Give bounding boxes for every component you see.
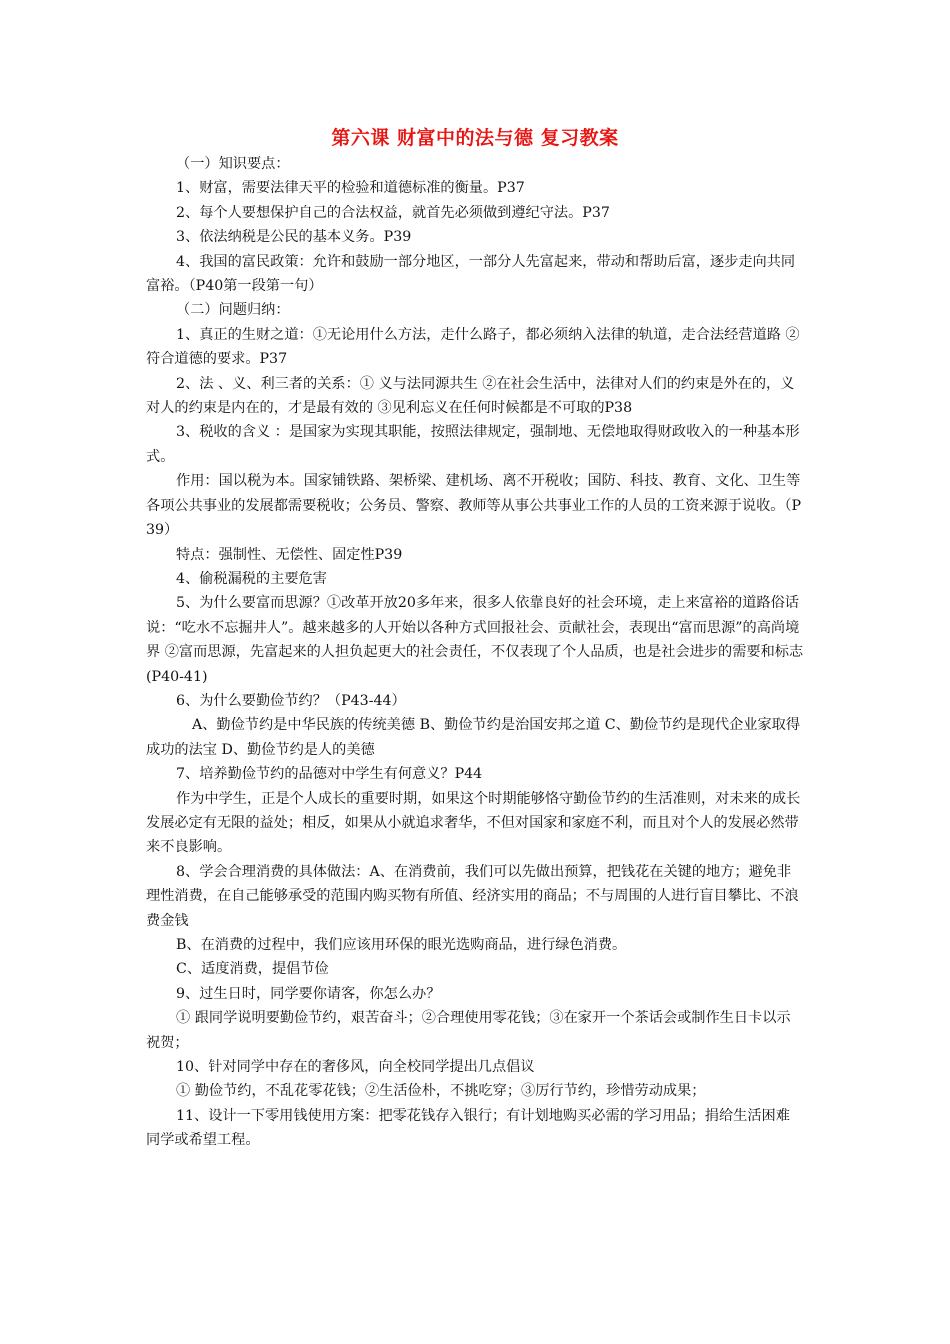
paragraph: 4、我国的富民政策：允许和鼓励一部分地区，一部分人先富起来，带动和帮助后富，逐步走向共同富裕。（P40第一段第一句） [146,253,796,295]
document-body [146,152,804,1153]
paragraph: 11、设计一下零用钱使用方案：把零花钱存入银行；有计划地购买必需的学习用品；捐给生活困难同学或希望工程。 [146,1107,790,1149]
paragraph: A、勤俭节约是中华民族的传统美德 B、勤俭节约是治国安邦之道 C、勤俭节约是现代企业家取得成功的法宝 D、勤俭节约是人的美德 [146,717,801,758]
paragraph: 特点：强制性、无偿性、固定性P39 [176,546,403,563]
paragraph: 3、依法纳税是公民的基本义务。P39 [176,229,412,246]
paragraph: 1、财富，需要法律天平的检验和道德标准的衡量。P37 [176,180,525,197]
paragraph: 作用：国以税为本。国家铺铁路、架桥梁、建机场、离不开税收；国防、科技、教育、文化、卫生等各项公共事业的发展都需要税收；公务员、警察、教师等从事公共事业工作的人员的工资来源于说收。（P39） [146,473,802,539]
paragraph: 8、学会合理消费的具体做法：A、在消费前，我们可以先做出预算，把钱花在关键的地方；避免非理性消费，在自己能够承受的范围内购买物有所值、经济实用的商品；不与周围的人进行盲目攀比、不浪费金钱 [146,863,799,929]
section-heading-knowledge: （一）知识要点： [176,156,290,172]
document-title: 第六课 财富中的法与德 复习教案 [331,127,619,149]
paragraph: 2、每个人要想保护自己的合法权益，就首先必须做到遵纪守法。P37 [176,204,610,221]
paragraph: 作为中学生，正是个人成长的重要时期，如果这个时期能够恪守勤俭节约的生活准则，对未来的成长发展必定有无限的益处；相反，如果从小就追求奢华，不但对国家和家庭不利，而且对个人的发展必然带来不良影响。 [146,790,801,856]
paragraph: 6、为什么要勤俭节约？（P43-44） [176,692,406,709]
paragraph: 4、偷税漏税的主要危害 [176,570,327,587]
paragraph: 10、针对同学中存在的奢侈风，向全校同学提出几点倡议 [176,1059,535,1076]
paragraph: B、在消费的过程中，我们应该用环保的眼光选购商品，进行绿色消费。 [176,937,627,953]
paragraph: 1、真正的生财之道：①无论用什么方法，走什么路子，都必须纳入法律的轨道，走合法经营道路 ②符合道德的要求。P37 [146,326,800,368]
paragraph: C、适度消费，提倡节俭 [176,961,329,978]
paragraph: 9、过生日时，同学要你请客，你怎么办？ [176,985,441,1002]
paragraph: ① 跟同学说明要勤俭节约，艰苦奋斗；②合理使用零花钱；③在家开一个茶话会或制作生日卡以示祝贺； [146,1010,791,1051]
paragraph: ① 勤俭节约，不乱花零花钱；②生活俭朴，不挑吃穿；③厉行节约，珍惜劳动成果； [176,1083,706,1100]
paragraph: 7、培养勤俭节约的品德对中学生有何意义？P44 [176,766,483,783]
paragraph: 3、税收的含义 ：是国家为实现其职能，按照法律规定，强制地、无偿地取得财政收入的一种基本形式。 [146,424,800,465]
section-heading-questions: （二）问题归纳： [176,302,290,319]
paragraph: 2、法 、义、利三者的关系：① 义与法同源共生 ②在社会生活中，法律对人们的约束是外在的，义对人的约束是内在的，才是最有效的 ③见利忘义在任何时候都是不可取的P38 [146,375,795,417]
paragraph: 5、为什么要富而思源？①改革开放20多年来，很多人依靠良好的社会环境，走上来富裕的道路俗话说：“吃水不忘掘井人”。越来越多的人开始以各种方式回报社会、贡献社会，表现出“富而思源”的高尚境界 ②富而思源，先富起来的人担负起更大的社会责任，不仅表现了个人品质，也是社会进步的需要和标志(P40-41) [146,595,804,685]
